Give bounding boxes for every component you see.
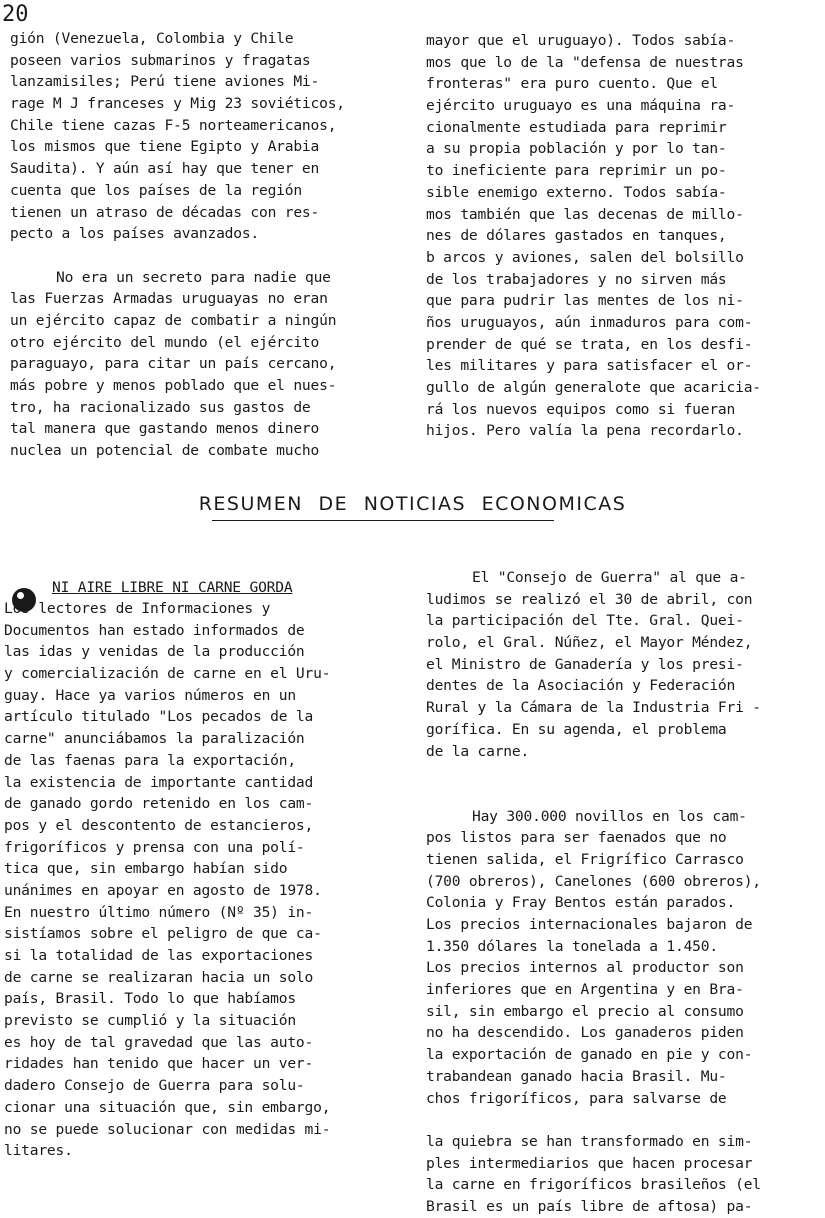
text-line: las Fuerzas Armadas uruguayas no eran bbox=[10, 290, 328, 308]
text-line: es hoy de tal gravedad que las auto- bbox=[4, 1033, 314, 1051]
text-line: paraguayo, para citar un país cercano, bbox=[10, 355, 337, 373]
text-line: la participación del Tte. Gral. Quei- bbox=[426, 612, 744, 630]
subsection-title: NI AIRE LIBRE NI CARNE GORDA bbox=[52, 579, 293, 596]
text-line: dadero Consejo de Guerra para solu- bbox=[4, 1077, 305, 1095]
bottom-right-column bbox=[426, 567, 821, 1218]
text-line: no ha descendido. Los ganaderos piden bbox=[426, 1024, 744, 1042]
page-number: 20 bbox=[2, 2, 29, 27]
text-line: chos frigoríficos, para salvarse de bbox=[426, 1089, 727, 1107]
text-line: poseen varios submarinos y fragatas bbox=[10, 51, 311, 69]
text-line: ejército uruguayo es una máquina ra- bbox=[426, 97, 736, 115]
text-line: tienen salida, el Frigrífico Carrasco bbox=[426, 850, 744, 868]
text-line: Los lectores de Informaciones y bbox=[4, 600, 271, 617]
text-line: cuenta que los países de la región bbox=[10, 181, 302, 199]
text-line: litares. bbox=[4, 1142, 73, 1160]
text-line: trabandean ganado hacia Brasil. Mu- bbox=[426, 1067, 727, 1085]
text-line: inferiores que en Argentina y en Bra- bbox=[426, 981, 744, 999]
text-line: artículo titulado "Los pecados de la bbox=[4, 708, 314, 726]
text-line: b arcos y aviones, salen del bolsillo bbox=[426, 248, 744, 266]
text-line: pos y el descontento de estancieros, bbox=[4, 816, 314, 834]
text-line: de las faenas para la exportación, bbox=[4, 751, 296, 769]
text-line: carne" anunciábamos la paralización bbox=[4, 730, 305, 748]
text-line: ridades han tenido que hacer un ver- bbox=[4, 1055, 314, 1073]
text-line: gullo de algún generalote que acaricia- bbox=[426, 379, 761, 396]
section-heading-rule bbox=[212, 520, 554, 521]
text-line: sil, sin embargo el precio al consumo bbox=[426, 1002, 744, 1020]
text-line: Chile tiene cazas F-5 norteamericanos, bbox=[10, 116, 337, 134]
text-line bbox=[10, 245, 405, 267]
text-line: Los precios internos al productor son bbox=[426, 959, 744, 977]
text-line: otro ejército del mundo (el ejército bbox=[10, 333, 320, 351]
text-line: tal manera que gastando menos dinero bbox=[10, 420, 320, 438]
text-line: tienen un atraso de décadas con res- bbox=[10, 203, 320, 221]
text-line: la quiebra se han transformado en sim- bbox=[426, 1132, 753, 1150]
text-line: tro, ha racionalizado sus gastos de bbox=[10, 398, 311, 416]
text-line: dentes de la Asociación y Federación bbox=[426, 677, 736, 695]
text-line: si la totalidad de las exportaciones bbox=[4, 947, 314, 964]
top-right-column bbox=[426, 30, 821, 442]
text-line: la carne en frigoríficos brasileños (el bbox=[426, 1176, 761, 1194]
text-line: hijos. Pero valía la pena recordarlo. bbox=[426, 422, 744, 440]
subsection-title-wrap bbox=[52, 577, 412, 599]
text-line: Colonia y Fray Bentos están parados. bbox=[426, 894, 736, 912]
text-line: gión (Venezuela, Colombia y Chile bbox=[10, 30, 294, 47]
text-line: unánimes en apoyar en agosto de 1978. bbox=[4, 881, 322, 899]
text-line: Documentos han estado informados de bbox=[4, 621, 305, 639]
text-line: rolo, el Gral. Núñez, el Mayor Méndez, bbox=[426, 634, 753, 652]
text-line: ludimos se realizó el 30 de abril, con bbox=[426, 590, 753, 608]
text-line: que para pudrir las mentes de los ni- bbox=[426, 292, 744, 310]
text-line: lanzamisiles; Perú tiene aviones Mi- bbox=[10, 73, 320, 91]
section-heading: RESUMEN DE NOTICIAS ECONOMICAS bbox=[198, 493, 627, 515]
text-line: de carne se realizaran hacia un solo bbox=[4, 968, 314, 986]
text-line: pos listos para ser faenados que no bbox=[426, 829, 727, 847]
text-line: gorífica. En su agenda, el problema bbox=[426, 720, 727, 738]
text-line: ños uruguayos, aún inmaduros para com- bbox=[426, 313, 753, 331]
text-line: no se puede solucionar con medidas mi- bbox=[4, 1120, 331, 1138]
text-line: mos también que las decenas de millo- bbox=[426, 205, 744, 223]
text-line: de ganado gordo retenido en los cam- bbox=[4, 795, 314, 813]
text-line: nuclea un potencial de combate mucho bbox=[10, 442, 320, 460]
text-line: El "Consejo de Guerra" al que a- bbox=[472, 569, 747, 586]
text-line: la exportación de ganado en pie y con- bbox=[426, 1046, 753, 1064]
text-line: y comercialización de carne en el Uru- bbox=[4, 665, 331, 683]
text-line: nes de dólares gastados en tanques, bbox=[426, 227, 727, 245]
text-line: pecto a los países avanzados. bbox=[10, 225, 259, 243]
text-line: las idas y venidas de la producción bbox=[4, 643, 305, 661]
text-line: rage M J franceses y Mig 23 soviéticos, bbox=[10, 95, 345, 113]
text-line: el Ministro de Ganadería y los presi- bbox=[426, 655, 744, 673]
text-line: Saudita). Y aún así hay que tener en bbox=[10, 160, 320, 178]
text-line: guay. Hace ya varios números en un bbox=[4, 686, 296, 704]
text-line: les militares y para satisfacer el or- bbox=[426, 357, 753, 375]
text-line: de los trabajadores y no sirven más bbox=[426, 270, 727, 288]
text-line bbox=[426, 784, 821, 806]
text-line: (700 obreros), Canelones (600 obreros), bbox=[426, 872, 761, 890]
text-line: fronteras" era puro cuento. Que el bbox=[426, 75, 718, 93]
top-left-column bbox=[10, 28, 405, 462]
text-line: la existencia de importante cantidad bbox=[4, 773, 314, 791]
text-line: Los precios internacionales bajaron de bbox=[426, 916, 753, 933]
text-line: sistíamos sobre el peligro de que ca- bbox=[4, 925, 322, 943]
text-line: país, Brasil. Todo lo que habíamos bbox=[4, 990, 296, 1008]
text-line: cionalmente estudiada para reprimir bbox=[426, 118, 727, 136]
text-line: frigoríficos y prensa con una polí- bbox=[4, 838, 305, 856]
text-line: prender de qué se trata, en los desfi- bbox=[426, 335, 753, 353]
text-line: 1.350 dólares la tonelada a 1.450. bbox=[426, 937, 718, 955]
text-line: un ejército capaz de combatir a ningún bbox=[10, 311, 337, 329]
bottom-left-column bbox=[4, 598, 404, 1162]
text-line: En nuestro último número (Nº 35) in- bbox=[4, 903, 314, 921]
text-line: previsto se cumplió y la situación bbox=[4, 1012, 296, 1030]
text-line: los mismos que tiene Egipto y Arabia bbox=[10, 138, 320, 156]
text-line: a su propia población y por lo tan- bbox=[426, 140, 727, 158]
text-line: de la carne. bbox=[426, 742, 530, 760]
text-line: Brasil es un país libre de aftosa) pa- bbox=[426, 1197, 753, 1215]
text-line: rá los nuevos equipos como si fueran bbox=[426, 400, 736, 418]
text-line: No era un secreto para nadie que bbox=[56, 268, 331, 286]
text-line: mayor que el uruguayo). Todos sabía- bbox=[426, 32, 736, 49]
text-line: mos que lo de la "defensa de nuestras bbox=[426, 53, 744, 71]
text-line: Hay 300.000 novillos en los cam- bbox=[472, 807, 747, 825]
text-line: tica que, sin embargo habían sido bbox=[4, 860, 288, 878]
text-line: Rural y la Cámara de la Industria Fri - bbox=[426, 699, 761, 717]
text-line bbox=[426, 762, 821, 784]
text-line: sible enemigo externo. Todos sabía- bbox=[426, 183, 727, 201]
text-line bbox=[426, 1109, 821, 1131]
text-line: ples intermediarios que hacen procesar bbox=[426, 1154, 753, 1172]
text-line: to ineficiente para reprimir un po- bbox=[426, 162, 727, 180]
text-line: cionar una situación que, sin embargo, bbox=[4, 1098, 331, 1116]
text-line: más pobre y menos poblado que el nues- bbox=[10, 377, 337, 394]
